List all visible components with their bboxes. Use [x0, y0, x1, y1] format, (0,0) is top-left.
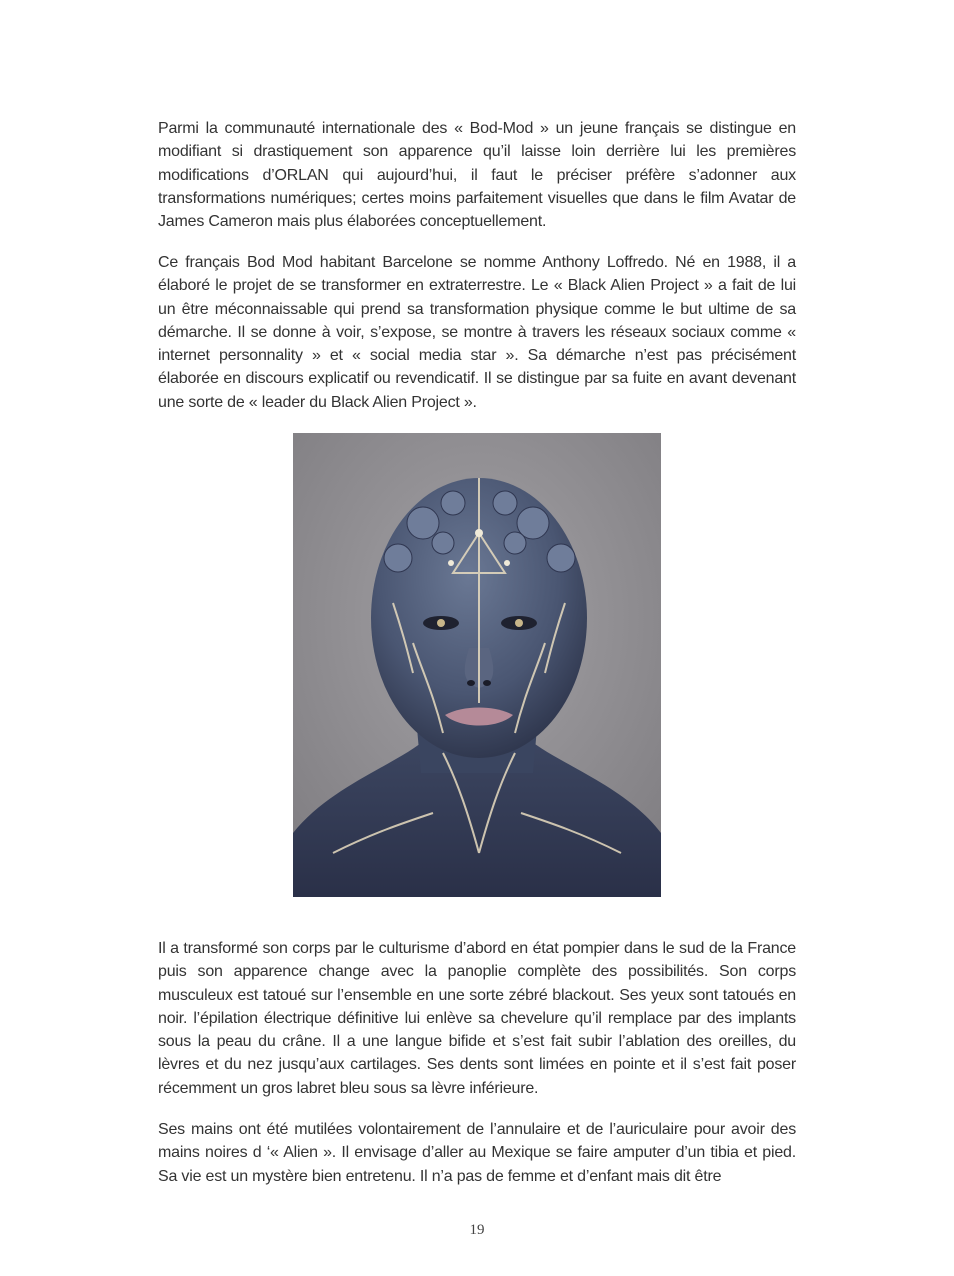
page-number: 19 — [469, 1222, 485, 1238]
paragraph-4: Ses mains ont été mutilées volontairement de l’annulaire et de l’auriculaire pour avoir des mains noires d ‘« Alien ». Il envisage d’aller au Mexique se faire amputer d’un tibia et pied. Sa vie est un mystère bien entretenu. Il n’a pas de femme et d’enfant mais dit être — [158, 1121, 796, 1185]
paragraph-3: Il a transformé son corps par le culturisme d’abord en état pompier dans le sud de la France puis son apparence change avec la panoplie complète des possibilités. Son corps musculeux est tatoué sur l’ensemble en une sorte zébré blackout. Ses yeux sont tatoués en noir. l’épilation électrique définitive lui enlève sa chevelure qu’il remplace par des implants sous la peau du crâne. Il a une langue bifide et s’est fait subir l’ablation des oreilles, du lèvres et du nez jusqu’aux cartilages. Ses dents sont limées en pointe et il s’est fait poser récemment un gros labret bleu sous sa lèvre inférieure. — [158, 940, 796, 1097]
portrait-photo — [293, 433, 661, 897]
paragraph-1: Parmi la communauté internationale des « Bod-Mod » un jeune français se distingue en modifiant si drastiquement son apparence qu’il laisse loin derrière lui les premières modifications d’ORLAN qui aujourd’hui, il faut le préciser préfère s’adonner aux transformations numériques; certes moins parfaitement visuelles que dans le film Avatar de James Cameron mais plus élaborées conceptuellement. — [158, 120, 796, 231]
paragraph-2: Ce français Bod Mod habitant Barcelone se nomme Anthony Loffredo. Né en 1988, il a élaboré le projet de se transformer en extraterrestre. Le « Black Alien Project » a fait de lui un être méconnaissable qui prend sa transformation physique comme le but ultime de sa démarche. Il se donne à voir, s’expose, se montre à travers les réseaux sociaux comme « internet personnality » et « social media star ». Sa démarche n’est pas précisément élaborée en discours explicatif ou revendicatif. Il se distingue par sa fuite en avant devenant une sorte de « leader du Black Alien Project ». — [158, 254, 796, 411]
